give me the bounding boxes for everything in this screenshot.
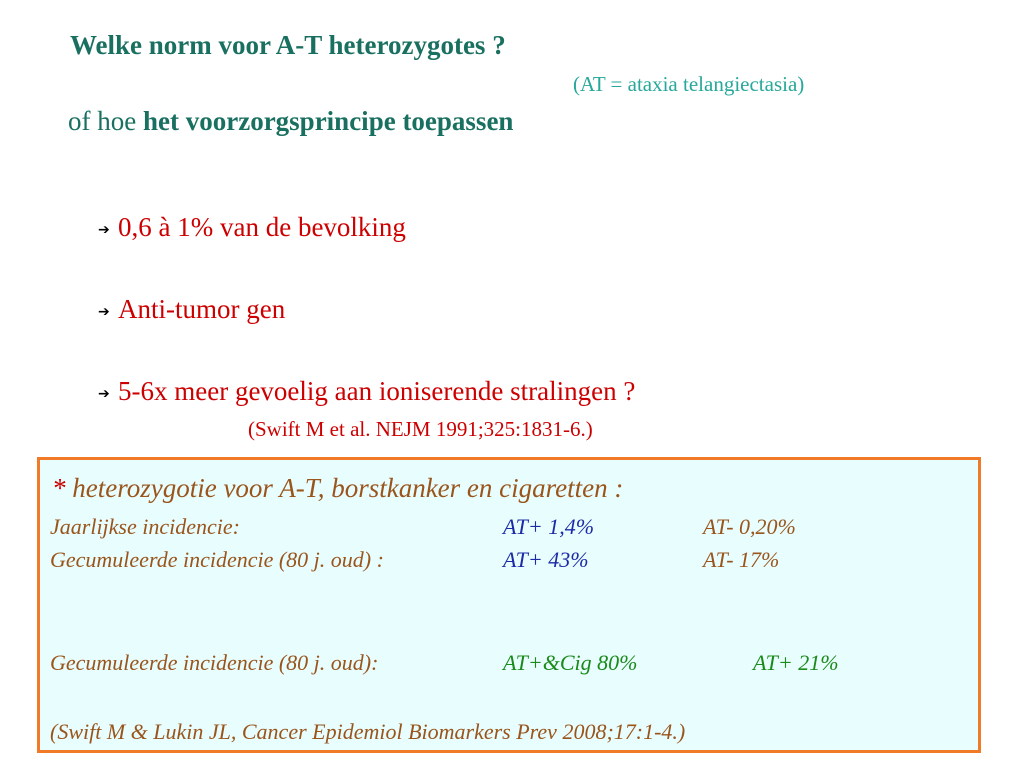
slide-subtitle: [68, 106, 513, 137]
row-label-annual: Jaarlijkse incidencie:: [50, 514, 240, 539]
row-value-at-plus: AT+ 43%: [503, 547, 589, 572]
bullet-text: Anti-tumor gen: [118, 294, 286, 324]
bullet-item: [98, 212, 406, 243]
arrow-right-icon: ➔: [98, 385, 110, 402]
row-value-at-minus: AT- 17%: [703, 547, 780, 572]
bullet-text: 5-6x meer gevoelig aan ioniserende stralingen ?: [118, 376, 636, 406]
abbreviation-note: (AT = ataxia telangiectasia): [573, 72, 805, 96]
subtitle-prefix: of hoe: [68, 106, 143, 136]
row-label-cumulative-cig: Gecumuleerde incidencie (80 j. oud):: [50, 650, 379, 675]
box-reference: (Swift M & Lukin JL, Cancer Epidemiol Biomarkers Prev 2008;17:1-4.): [50, 719, 686, 744]
row-label-cumulative: Gecumuleerde incidencie (80 j. oud) :: [50, 547, 384, 572]
box-title-text: heterozygotie voor A-T, borstkanker en cigaretten :: [72, 473, 624, 503]
arrow-right-icon: ➔: [98, 221, 110, 238]
asterisk: *: [52, 473, 73, 503]
bullet-item: [98, 294, 285, 325]
bullet-text: 0,6 à 1% van de bevolking: [118, 212, 406, 242]
row-value-at-plus-cig: AT+&Cig 80%: [503, 650, 638, 675]
row-value-at-plus: AT+ 21%: [753, 650, 839, 675]
row-value-at-plus: AT+ 1,4%: [503, 514, 595, 539]
arrow-right-icon: ➔: [98, 303, 110, 320]
box-title: [52, 473, 623, 504]
bullet-reference: (Swift M et al. NEJM 1991;325:1831-6.): [248, 417, 593, 441]
slide-title: Welke norm voor A-T heterozygotes ?: [70, 30, 506, 60]
subtitle-bold: het voorzorgsprincipe toepassen: [142, 106, 514, 136]
row-value-at-minus: AT- 0,20%: [703, 514, 796, 539]
bullet-item: [98, 376, 635, 407]
